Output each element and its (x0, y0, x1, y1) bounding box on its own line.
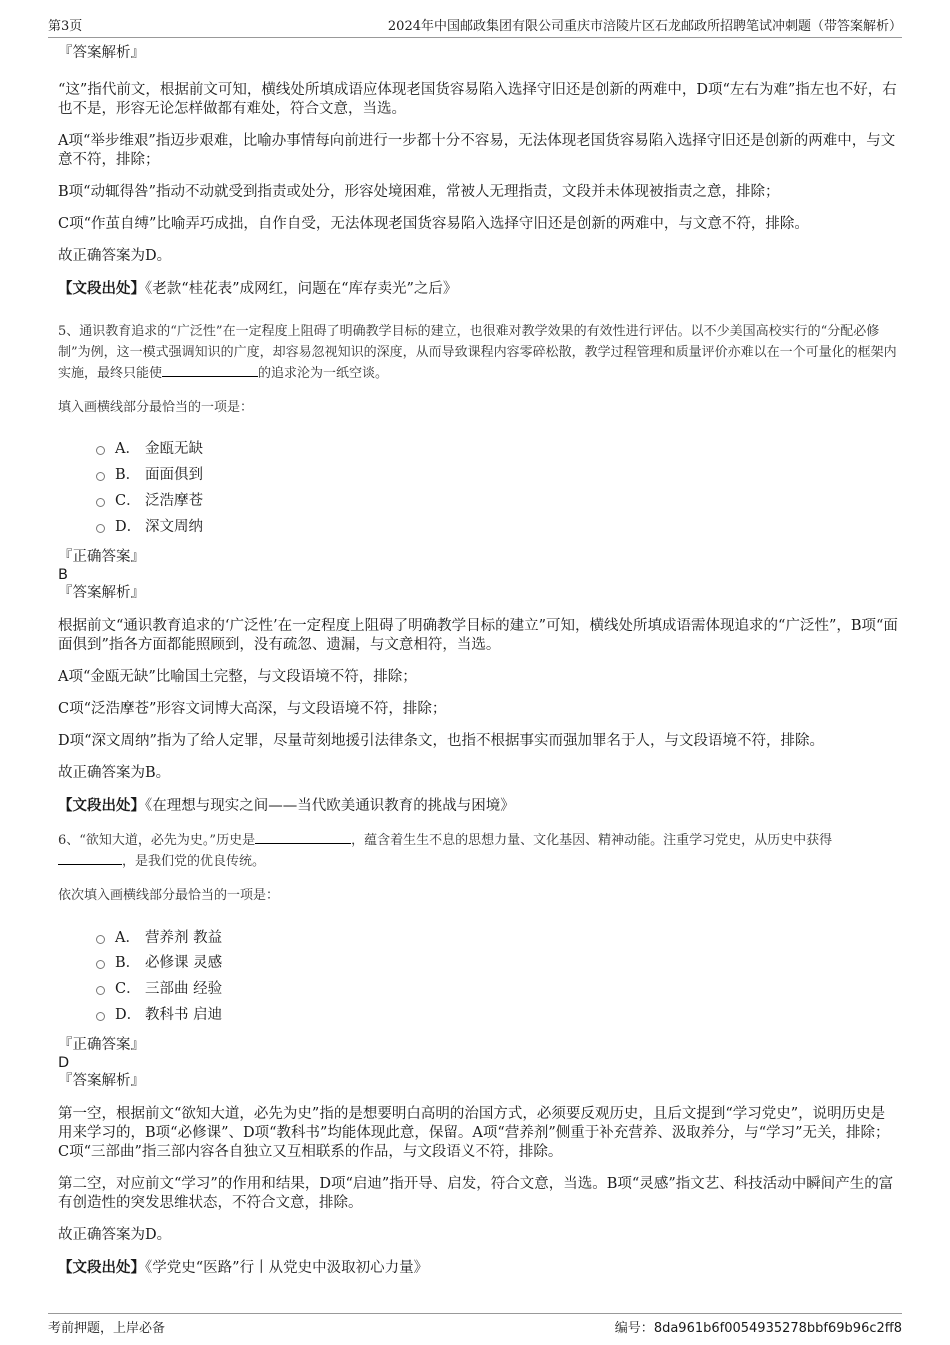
q5-analysis-para: C项“泛浩摩苍”形容文词博大高深，与文段语境不符，排除； (58, 701, 447, 718)
q6-source (58, 1258, 898, 1278)
q4-analysis-para: C项“作茧自缚”比喻弄巧成拙，自作自受，无法体现老国货容易陷入选择守旧还是创新的两难中，与文意不符，排除。 (58, 216, 809, 232)
q5-option-c[interactable]: C． 泛浩摩苍 (96, 487, 898, 513)
q6-instruction: 依次填入画横线部分最恰当的一项是： (58, 888, 280, 904)
answer-blank (58, 852, 122, 865)
radio-icon[interactable] (96, 935, 105, 944)
radio-icon[interactable] (96, 498, 105, 507)
q5-option-a[interactable]: A． 金瓯无缺 (96, 435, 898, 461)
q5-text-end: 的追求沦为一纸空谈。 (258, 366, 389, 381)
q6-correct-label: 『正确答案』 (58, 1037, 145, 1054)
q5-correct-label: 『正确答案』 (58, 549, 145, 566)
q5-source (58, 796, 898, 816)
source-title: 《学党史“医路”行丨从党史中汲取初心力量》 (145, 1260, 429, 1277)
q6-options (96, 923, 898, 1026)
q4-conclusion: 故正确答案为D。 (58, 248, 172, 264)
q5-text: 5、通识教育追求的“广泛性”在一定程度上阻碍了明确教学目标的建立，也很难对教学效果的有效性进行评估。以不少美国高校实行的“分配必修制”为例，这一模式强调知识的广度，却容易忽视知识的深度，从而导致课程内容零碎松散，教学过程管理和质量评价亦难以在一个可量化的框架内实施，最终只能使 (58, 324, 897, 381)
source-label: 【文段出处】 (58, 1259, 145, 1277)
q6-option-b[interactable]: B． 必修课 灵感 (96, 949, 898, 975)
q4-analysis-para: B项“动辄得咎”指动不动就受到指责或处分，形容处境困难，常被人无理指责，文段并未体现被指责之意，排除； (58, 184, 780, 200)
q5-analysis-para: 根据前文“通识教育追求的‘广泛性’在一定程度上阻碍了明确教学目标的建立”可知，横线处所填成语需体现追求的“广泛性”，B项“面面俱到”指各方面都能照顾到，没有疏忽、遗漏，与文意相符，当选。 (58, 618, 898, 654)
answer-blank (162, 364, 258, 377)
q5-options (96, 435, 898, 538)
page-content (58, 44, 898, 1278)
source-label: 【文段出处】 (58, 797, 145, 815)
q6-correct-answer: D (58, 1055, 70, 1072)
source-title: 《在理想与现实之间——当代欧美通识教育的挑战与困境》 (145, 798, 515, 815)
q5-correct-answer: B (58, 567, 68, 584)
q6-analysis-para: 第一空，根据前文“欲知大道，必先为史”指的是想要明白高明的治国方式，必须要反观历史，且后文提到“学习党史”，说明历史是用来学习的，B项“必修课”、D项“教科书”均能体现此意，保留。A项“营养剂”侧重于补充营养、汲取养分，与“学习”无关，排除；C项“三部曲”指三部内容各自独立又互相联系的作品，与文段语义不符，排除。 (58, 1106, 890, 1161)
page-header (48, 12, 902, 38)
radio-icon[interactable] (96, 986, 105, 995)
footer-slogan: 考前押题，上岸必备 (48, 1321, 166, 1336)
page-footer (48, 1313, 902, 1336)
radio-icon[interactable] (96, 446, 105, 455)
q6-option-d[interactable]: D． 教科书 启迪 (96, 1001, 898, 1027)
q5-instruction: 填入画横线部分最恰当的一项是： (58, 400, 254, 415)
document-title: 2024年中国邮政集团有限公司重庆市涪陵片区石龙邮政所招聘笔试冲刺题（带答案解析） (387, 19, 902, 34)
radio-icon[interactable] (96, 472, 105, 481)
q5-option-b[interactable]: B． 面面俱到 (96, 461, 898, 487)
q6-text-end: ，是我们党的优良传统。 (122, 854, 266, 870)
answer-blank (255, 831, 351, 844)
document-code: 编号：8da961b6f0054935278bbf69b96c2ff8 (614, 1321, 902, 1336)
radio-icon[interactable] (96, 1012, 105, 1021)
source-label: 【文段出处】 (58, 280, 145, 297)
q5-analysis-para: D项“深文周纳”指为了给人定罪，尽量苛刻地援引法律条文，也指不根据事实而强加罪名于人，与文段语境不符，排除。 (58, 733, 824, 750)
q6-analysis-label: 『答案解析』 (58, 1073, 145, 1090)
q5-analysis-label: 『答案解析』 (58, 585, 145, 602)
q6-option-c[interactable]: C． 三部曲 经验 (96, 975, 898, 1001)
q4-analysis-para: A项“举步维艰”指迈步艰难，比喻办事情每向前进行一步都十分不容易，无法体现老国货容易陷入选择守旧还是创新的两难中，与文意不符，排除； (58, 133, 896, 168)
q6-conclusion: 故正确答案为D。 (58, 1227, 172, 1244)
q4-analysis-label: 『答案解析』 (58, 45, 145, 61)
q5-question (58, 321, 898, 384)
q6-question (58, 830, 898, 872)
q5-conclusion: 故正确答案为B。 (58, 765, 171, 782)
radio-icon[interactable] (96, 524, 105, 533)
radio-icon[interactable] (96, 960, 105, 969)
q5-option-d[interactable]: D． 深文周纳 (96, 512, 898, 538)
page-number: 第3页 (48, 19, 83, 34)
q6-option-a[interactable]: A． 营养剂 教益 (96, 923, 898, 949)
q4-analysis-para: “这”指代前文，根据前文可知，横线处所填成语应体现老国货容易陷入选择守旧还是创新的两难中，D项“左右为难”指左也不好，右也不是，形容无论怎样做都有难处，符合文意，当选。 (58, 82, 897, 117)
q6-text: ，蕴含着生生不息的思想力量、文化基因、精神动能。注重学习党史，从历史中获得 (351, 833, 833, 849)
q5-analysis-para: A项“金瓯无缺”比喻国土完整，与文段语境不符，排除； (58, 669, 417, 686)
q6-text: 6、“欲知大道，必先为史。”历史是 (58, 833, 256, 849)
q4-source (58, 279, 898, 299)
source-title: 《老款“桂花表”成网红，问题在“库存卖光”之后》 (145, 281, 458, 297)
q6-analysis-para: 第二空，对应前文“学习”的作用和结果，D项“启迪”指开导、启发，符合文意，当选。B项“灵感”指文艺、科技活动中瞬间产生的富有创造性的突发思维状态，不符合文意，排除。 (58, 1176, 894, 1212)
